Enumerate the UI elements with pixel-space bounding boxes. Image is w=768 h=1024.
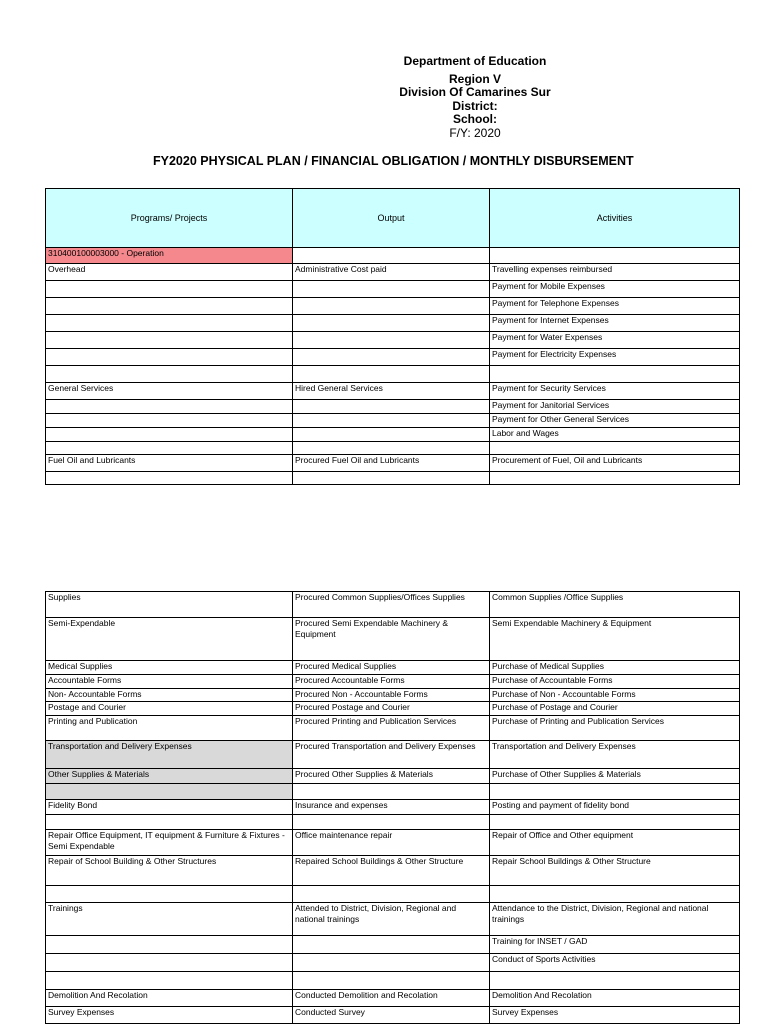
operation-plan-table xyxy=(45,188,740,485)
table-cell: Administrative Cost paid xyxy=(293,264,490,281)
table-cell xyxy=(46,936,293,954)
table-cell xyxy=(490,815,740,830)
table-cell: Training for INSET / GAD xyxy=(490,936,740,954)
table-cell xyxy=(293,298,490,315)
table-row xyxy=(46,903,740,936)
table-cell: Conducted Demolition and Recolation xyxy=(293,990,490,1007)
table-row xyxy=(46,349,740,366)
table-cell: Purchase of Medical Supplies xyxy=(490,661,740,675)
page-title: FY2020 PHYSICAL PLAN / FINANCIAL OBLIGATION / MONTHLY DISBURSEMENT xyxy=(153,154,634,168)
table-cell: Purchase of Accountable Forms xyxy=(490,675,740,689)
table-cell: Repair Office Equipment, IT equipment & Furniture & Fixtures - Semi Expendable xyxy=(46,830,293,856)
table-cell: Insurance and expenses xyxy=(293,800,490,815)
fiscal-year-heading: F/Y: 2020 xyxy=(449,126,501,140)
table-cell: Overhead xyxy=(46,264,293,281)
table-row xyxy=(46,856,740,886)
section-code-cell: 310400100003000 - Operation xyxy=(46,248,293,264)
table-cell: Repaired School Buildings & Other Structure xyxy=(293,856,490,886)
table-cell xyxy=(46,886,293,903)
table-cell: Conduct of Sports Activities xyxy=(490,954,740,972)
table-row xyxy=(46,315,740,332)
header-output: Output xyxy=(293,189,490,248)
table-cell: Procured Medical Supplies xyxy=(293,661,490,675)
table-cell: Purchase of Non - Accountable Forms xyxy=(490,689,740,702)
table-row xyxy=(46,366,740,383)
table-cell: Procured Transportation and Delivery Expenses xyxy=(293,741,490,769)
table-cell xyxy=(46,815,293,830)
table-cell xyxy=(293,315,490,332)
table-row xyxy=(46,472,740,485)
table-row xyxy=(46,264,740,281)
table-row xyxy=(46,400,740,414)
table-cell xyxy=(46,414,293,428)
table-cell xyxy=(46,972,293,990)
table-row xyxy=(46,383,740,400)
table-row xyxy=(46,886,740,903)
table-row xyxy=(46,592,740,618)
header-programs-projects: Programs/ Projects xyxy=(46,189,293,248)
table-cell xyxy=(490,784,740,800)
table-header-row xyxy=(46,189,740,248)
table-cell: Procured Common Supplies/Offices Supplies xyxy=(293,592,490,618)
table-cell: Other Supplies & Materials xyxy=(46,769,293,784)
table-cell: Purchase of Printing and Publication Services xyxy=(490,716,740,741)
table-cell: Transportation and Delivery Expenses xyxy=(46,741,293,769)
table-cell xyxy=(293,248,490,264)
table-cell: Procured Printing and Publication Services xyxy=(293,716,490,741)
table-cell: Trainings xyxy=(46,903,293,936)
table-cell xyxy=(293,281,490,298)
table-cell: Survey Expenses xyxy=(490,1007,740,1024)
table-cell xyxy=(293,954,490,972)
table-row xyxy=(46,815,740,830)
table-row xyxy=(46,281,740,298)
table-cell: Demolition And Recolation xyxy=(46,990,293,1007)
table-cell xyxy=(46,472,293,485)
table-cell: Non- Accountable Forms xyxy=(46,689,293,702)
table-row xyxy=(46,784,740,800)
table-cell: Payment for Electricity Expenses xyxy=(490,349,740,366)
table-cell xyxy=(490,248,740,264)
table-row xyxy=(46,800,740,815)
table-row xyxy=(46,428,740,442)
table-row xyxy=(46,716,740,741)
table-row xyxy=(46,332,740,349)
table-row xyxy=(46,675,740,689)
table-row xyxy=(46,689,740,702)
department-heading: Department of Education xyxy=(403,54,547,68)
supplies-plan-table xyxy=(45,591,740,1024)
table-cell xyxy=(490,442,740,455)
table-cell: Hired General Services xyxy=(293,383,490,400)
table-cell xyxy=(490,366,740,383)
table-cell xyxy=(293,332,490,349)
table-cell: Semi Expendable Machinery & Equipment xyxy=(490,618,740,661)
table-cell: Procurement of Fuel, Oil and Lubricants xyxy=(490,455,740,472)
table-row xyxy=(46,442,740,455)
table-cell: Postage and Courier xyxy=(46,702,293,716)
table-row xyxy=(46,990,740,1007)
table-row xyxy=(46,414,740,428)
table-cell xyxy=(293,936,490,954)
table-cell: Purchase of Other Supplies & Materials xyxy=(490,769,740,784)
division-heading: Division Of Camarines Sur xyxy=(399,85,551,99)
table-cell: Procured Accountable Forms xyxy=(293,675,490,689)
table-cell: Procured Non - Accountable Forms xyxy=(293,689,490,702)
table-cell: Payment for Janitorial Services xyxy=(490,400,740,414)
table-cell: Attended to District, Division, Regional and national trainings xyxy=(293,903,490,936)
table-cell: Posting and payment of fidelity bond xyxy=(490,800,740,815)
section-code-row xyxy=(46,248,740,264)
table-row xyxy=(46,702,740,716)
table-cell: Semi-Expendable xyxy=(46,618,293,661)
table-cell xyxy=(46,400,293,414)
table-cell xyxy=(46,332,293,349)
table-cell: Accountable Forms xyxy=(46,675,293,689)
table-cell xyxy=(46,428,293,442)
table-row xyxy=(46,769,740,784)
table-row xyxy=(46,936,740,954)
table-cell: Travelling expenses reimbursed xyxy=(490,264,740,281)
table-row xyxy=(46,661,740,675)
table-cell xyxy=(46,366,293,383)
table-cell xyxy=(293,414,490,428)
table-cell: Procured Fuel Oil and Lubricants xyxy=(293,455,490,472)
table-cell: Survey Expenses xyxy=(46,1007,293,1024)
table-cell: Demolition And Recolation xyxy=(490,990,740,1007)
table-cell: Labor and Wages xyxy=(490,428,740,442)
table-cell xyxy=(293,972,490,990)
table-cell xyxy=(293,428,490,442)
table-cell xyxy=(490,472,740,485)
table-cell xyxy=(293,349,490,366)
table-cell: Repair of School Building & Other Structures xyxy=(46,856,293,886)
table-cell: Procured Postage and Courier xyxy=(293,702,490,716)
table-cell xyxy=(46,315,293,332)
table-cell xyxy=(46,281,293,298)
table-cell xyxy=(293,400,490,414)
table-cell: Attendance to the District, Division, Regional and national trainings xyxy=(490,903,740,936)
district-heading: District: xyxy=(452,99,498,113)
table-cell: Common Supplies /Office Supplies xyxy=(490,592,740,618)
table-row xyxy=(46,830,740,856)
region-heading: Region V xyxy=(448,72,501,86)
table-row xyxy=(46,972,740,990)
table-cell: Payment for Internet Expenses xyxy=(490,315,740,332)
table-cell: Transportation and Delivery Expenses xyxy=(490,741,740,769)
table-cell xyxy=(46,442,293,455)
table-cell xyxy=(46,954,293,972)
table-cell xyxy=(46,298,293,315)
table-cell: Office maintenance repair xyxy=(293,830,490,856)
table-cell: Printing and Publication xyxy=(46,716,293,741)
header-activities: Activities xyxy=(490,189,740,248)
table-cell: Supplies xyxy=(46,592,293,618)
table-cell xyxy=(293,442,490,455)
table-row xyxy=(46,618,740,661)
table-cell: General Services xyxy=(46,383,293,400)
table-row xyxy=(46,1007,740,1024)
table-cell xyxy=(490,972,740,990)
table-cell: Repair of Office and Other equipment xyxy=(490,830,740,856)
table-cell xyxy=(46,784,293,800)
table-cell xyxy=(293,815,490,830)
table-cell: Payment for Security Services xyxy=(490,383,740,400)
table-row xyxy=(46,954,740,972)
table-cell: Payment for Mobile Expenses xyxy=(490,281,740,298)
table-cell: Purchase of Postage and Courier xyxy=(490,702,740,716)
table-cell: Fidelity Bond xyxy=(46,800,293,815)
table-row xyxy=(46,741,740,769)
table-cell xyxy=(293,366,490,383)
school-heading: School: xyxy=(453,112,497,126)
table-cell xyxy=(46,349,293,366)
table-cell: Repair School Buildings & Other Structure xyxy=(490,856,740,886)
table-cell xyxy=(490,886,740,903)
table-cell xyxy=(293,886,490,903)
table-cell: Conducted Survey xyxy=(293,1007,490,1024)
table-cell: Medical Supplies xyxy=(46,661,293,675)
table-cell: Payment for Telephone Expenses xyxy=(490,298,740,315)
table-cell: Payment for Water Expenses xyxy=(490,332,740,349)
table-cell xyxy=(293,784,490,800)
table-cell xyxy=(293,472,490,485)
table-row xyxy=(46,455,740,472)
table-cell: Procured Semi Expendable Machinery & Equipment xyxy=(293,618,490,661)
table-cell: Procured Other Supplies & Materials xyxy=(293,769,490,784)
table-row xyxy=(46,298,740,315)
table-cell: Payment for Other General Services xyxy=(490,414,740,428)
table-cell: Fuel Oil and Lubricants xyxy=(46,455,293,472)
